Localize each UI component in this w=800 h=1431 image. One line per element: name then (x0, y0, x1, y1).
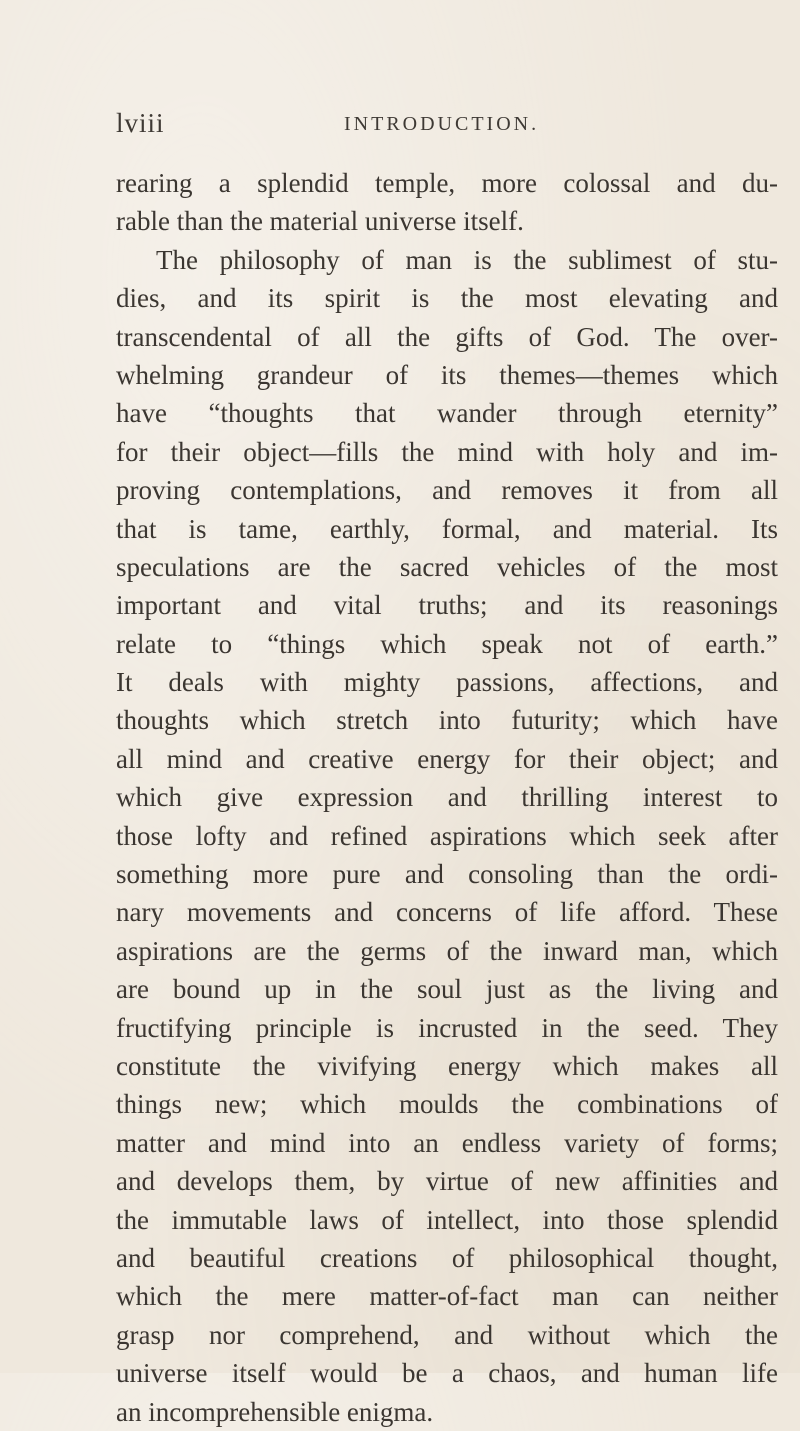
text-line: important and vital truths; and its reasonings (116, 590, 778, 621)
text-line: nary movements and concerns of life afford. These (116, 897, 778, 928)
text-line: matter and mind into an endless variety of forms; (116, 1127, 778, 1158)
text-line: whelming grandeur of its themes—themes which (116, 359, 778, 390)
text-line: grasp nor comprehend, and without which the (116, 1319, 778, 1350)
text-line: for their object—fills the mind with holy and im- (116, 436, 778, 467)
page-number: lviii (116, 108, 165, 138)
text-line: rable than the material universe itself. (116, 206, 524, 237)
text-line: and beautiful creations of philosophical thought, (116, 1242, 778, 1273)
text-line: universe itself would be a chaos, and human life (116, 1358, 778, 1389)
running-title: INTRODUCTION. (344, 113, 540, 135)
text-line: which the mere matter-of-fact man can neither (116, 1281, 778, 1312)
text-line: proving contemplations, and removes it from all (116, 475, 778, 506)
text-line: The philosophy of man is the sublimest of stu- (156, 244, 778, 275)
text-line: relate to “things which speak not of earth.” (116, 628, 778, 659)
text-line: It deals with mighty passions, affections, and (116, 667, 778, 698)
text-line: something more pure and consoling than the ordi- (116, 859, 778, 890)
text-line: the immutable laws of intellect, into those splendid (116, 1204, 778, 1235)
text-line: rearing a splendid temple, more colossal and du- (116, 168, 778, 198)
text-line: thoughts which stretch into futurity; which have (116, 705, 778, 736)
text-line: an incomprehensible enigma. (116, 1396, 434, 1427)
text-line: are bound up in the soul just as the living and (116, 974, 778, 1005)
text-line: that is tame, earthly, formal, and material. Its (116, 513, 778, 544)
text-line: those lofty and refined aspirations which seek after (116, 820, 778, 851)
text-line: transcendental of all the gifts of God. The over- (116, 321, 778, 352)
text-line: constitute the vivifying energy which makes all (116, 1050, 778, 1081)
running-header (116, 108, 776, 148)
text-line: speculations are the sacred vehicles of the most (116, 551, 778, 582)
body-text (116, 164, 778, 1431)
text-line: and develops them, by virtue of new affinities and (116, 1166, 778, 1197)
text-line: aspirations are the germs of the inward man, which (116, 935, 778, 966)
text-line: fructifying principle is incrusted in the seed. They (116, 1012, 778, 1043)
text-line: have “thoughts that wander through eternity” (116, 398, 778, 429)
text-line: all mind and creative energy for their object; and (116, 743, 778, 774)
text-line: things new; which moulds the combinations of (116, 1089, 778, 1120)
text-line: which give expression and thrilling interest to (116, 782, 778, 813)
text-line: dies, and its spirit is the most elevating and (116, 283, 778, 314)
